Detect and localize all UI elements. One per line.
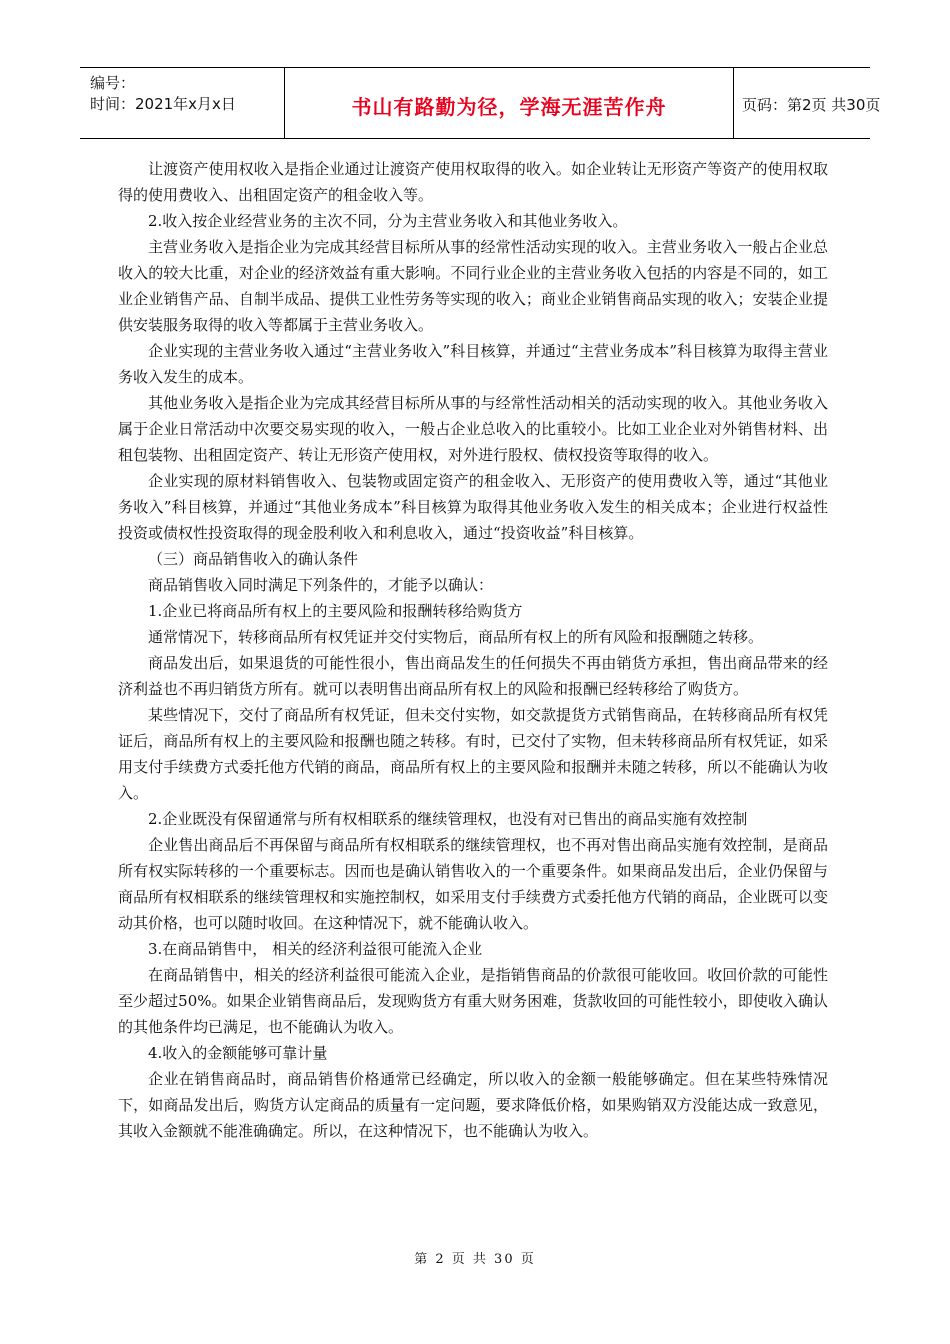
header-page-info: 页码：第2页 共30页: [742, 96, 881, 114]
header-meta-cell: [80, 68, 285, 138]
paragraph: 其他业务收入是指企业为完成其经营目标所从事的与经常性活动相关的活动实现的收入。其他业务收入属于企业日常活动中次要交易实现的收入，一般占企业总收入的比重较小。比如工业企业对外销售材料、出租包装物、出租固定资产、转让无形资产使用权，对外进行股权、债权投资等取得的收入。: [118, 394, 828, 464]
paragraph: 主营业务收入是指企业为完成其经营目标所从事的经常性活动实现的收入。主营业务收入一般占企业总收入的较大比重，对企业的经济效益有重大影响。不同行业企业的主营业务收入包括的内容是不同的，如工业企业销售产品、自制半成品、提供工业性劳务等实现的收入；商业企业销售商品实现的收入；安装企业提供安装服务取得的收入等都属于主营业务收入。: [118, 238, 828, 334]
page-header: [80, 67, 881, 139]
paragraph: 通常情况下，转移商品所有权凭证并交付实物后，商品所有权上的所有风险和报酬随之转移。: [148, 628, 764, 646]
header-motto: 书山有路勤为径，学海无涯苦作舟: [351, 95, 667, 119]
paragraph: 企业实现的原材料销售收入、包装物或固定资产的租金收入、无形资产的使用费收入等，通过“其他业务收入”科目核算，并通过“其他业务成本”科目核算为取得其他业务收入发生的相关成本；企业进行权益性投资或债权性投资取得的现金股利收入和利息收入，通过“投资收益”科目核算。: [118, 472, 828, 542]
subheading: 3.在商品销售中， 相关的经济利益很可能流入企业: [148, 940, 483, 958]
paragraph: 商品发出后，如果退货的可能性很小，售出商品发生的任何损失不再由销货方承担，售出商品带来的经济利益也不再归销货方所有。就可以表明售出商品所有权上的风险和报酬已经转移给了购货方。: [118, 654, 828, 698]
document-number-label: 编号：: [90, 74, 136, 92]
header-motto-cell: [285, 68, 734, 138]
paragraph: 企业售出商品后不再保留与商品所有权相联系的继续管理权，也不再对售出商品实施有效控制，是商品所有权实际转移的一个重要标志。因而也是确认销售收入的一个重要条件。如果商品发出后，企业仍保留与商品所有权相联系的继续管理权和实施控制权，如采用支付手续费方式委托他方代销的商品，企业既可以变动其价格，也可以随时收回。在这种情况下，就不能确认收入。: [118, 836, 828, 932]
subheading: 1.企业已将商品所有权上的主要风险和报酬转移给购货方: [148, 602, 523, 620]
page-footer: 第 2 页 共 30 页: [414, 1252, 536, 1267]
subheading: 4.收入的金额能够可靠计量: [148, 1044, 328, 1062]
paragraph: 企业实现的主营业务收入通过“主营业务收入”科目核算，并通过“主营业务成本”科目核算为取得主营业务收入发生的成本。: [118, 342, 828, 386]
paragraph: 某些情况下，交付了商品所有权凭证，但未交付实物，如交款提货方式销售商品，在转移商品所有权凭证后，商品所有权上的主要风险和报酬也随之转移。有时，已交付了实物，但未转移商品所有权凭证，如采用支付手续费方式委托他方代销的商品，商品所有权上的主要风险和报酬并未随之转移，所以不能确认为收入。: [118, 706, 828, 802]
paragraph: 企业在销售商品时，商品销售价格通常已经确定，所以收入的金额一般能够确定。但在某些特殊情况下，如商品发出后，购货方认定商品的质量有一定问题，要求降低价格，如果购销双方没能达成一致意见，其收入金额就不能准确确定。所以，在这种情况下，也不能确认为收入。: [118, 1070, 828, 1140]
document-date-label: 时间：2021年x月x日: [90, 95, 236, 113]
header-page-cell: [734, 68, 881, 138]
subheading: 2.企业既没有保留通常与所有权相联系的继续管理权，也没有对已售出的商品实施有效控制: [148, 810, 748, 828]
section-heading: （三）商品销售收入的确认条件: [148, 550, 359, 568]
paragraph: 2.收入按企业经营业务的主次不同，分为主营业务收入和其他业务收入。: [148, 212, 628, 230]
document-body: [118, 156, 828, 1144]
paragraph: 让渡资产使用权收入是指企业通过让渡资产使用权取得的收入。如企业转让无形资产等资产的使用权取得的使用费收入、出租固定资产的租金收入等。: [118, 160, 828, 204]
paragraph: 在商品销售中，相关的经济利益很可能流入企业，是指销售商品的价款很可能收回。收回价款的可能性至少超过50%。如果企业销售商品后，发现购货方有重大财务困难，货款收回的可能性较小，即使收入确认的其他条件均已满足，也不能确认为收入。: [118, 966, 828, 1036]
paragraph: 商品销售收入同时满足下列条件的，才能予以确认：: [148, 576, 494, 594]
